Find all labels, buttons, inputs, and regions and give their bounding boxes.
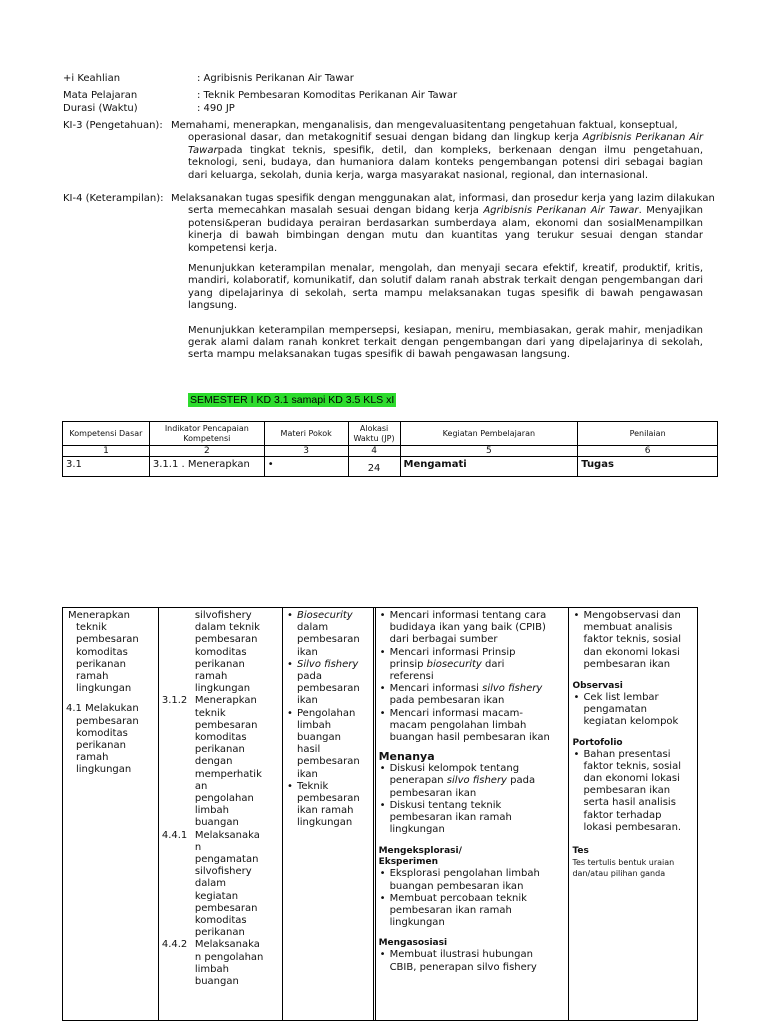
list-item [286,659,370,708]
cell-penilaian [569,608,698,1021]
kegiatan-line [390,775,566,787]
materi-line: dalam [297,622,329,634]
penilaian-line: faktor teknis, sosial [583,634,681,646]
kegiatan-text: Mencari informasi [389,683,483,695]
kd-line: komoditas [76,727,128,739]
kegiatan-line: • Mencari informasi tentang cara [389,610,547,621]
indikator-line: limbah [194,805,229,817]
kd-line: 4.1 Melakukan [66,703,139,715]
tes-line: dan/atau pilihan ganda [572,869,666,879]
indikator-line: komoditas [194,915,247,927]
kegiatan-line: dari berbagai sumber [389,634,498,646]
silabus-content-table [62,607,698,1021]
indikator-line: kegiatan [194,890,239,902]
list-item [379,949,566,973]
indikator-line: teknik [194,707,226,719]
indikator-line: pembesaran [194,634,258,646]
kegiatan-line: • Membuat ilustrasi hubungan [389,949,533,961]
list-item [379,647,566,684]
list-item [379,708,566,745]
col-number: 2 [149,446,264,457]
kegiatan-line: pembesaran ikan [389,787,477,799]
penilaian-line: dan ekonomi lokasi [583,646,680,658]
kd-line: lingkungan [76,764,132,776]
eksperimen-heading: Eksperimen [378,857,439,868]
materi-line: pembesaran [297,634,360,646]
kegiatan-line: pembesaran ikan ramah [389,812,512,824]
kegiatan-line: • Mencari informasi Prinsip [389,646,516,658]
indikator-line: buangan [194,976,239,988]
penilaian-line: pembesaran ikan [583,658,671,670]
cell-kd [63,608,159,1021]
kegiatan-text: dari [481,658,505,670]
ki3-paragraph [63,120,703,182]
mengasosiasi-heading: Mengasosiasi [378,938,448,949]
penilaian-line: faktor terhadap [583,809,662,821]
indikator-line: Melaksanaka [194,829,260,841]
indikator-line: n pengolahan [194,951,264,963]
ki3-text-a: operasional dasar, dan metakognitif sesuai dengan bidang dan lingkup kerja [188,132,579,144]
indikator-line: lingkungan [194,683,251,695]
list-item [572,692,694,729]
silabus-header-table [62,421,718,477]
indikator-line: perikanan [194,744,245,756]
kd-line: ramah [76,752,109,764]
penilaian-line: • Bahan presentasi [583,748,671,760]
ki4-para3: Menunjukkan keterampilan mempersepsi, kesiapan, meniru, membiasakan, gerak mahir, menjadikan gerak alami dalam ranah konkret terkait dengan pengembangan dari yang dipelajarinya di sekolah, serta mampu melaksanakan tugas spesifik di bawah pengawasan langsung. [188,324,703,361]
kegiatan-line: macam pengolahan limbah [389,719,527,731]
indikator-line: silvofishery [194,866,252,878]
list-item [286,610,370,659]
indikator-line: pembesaran [194,719,258,731]
list-item [572,749,694,834]
kegiatan-line: buangan pembesaran ikan [389,880,524,892]
ki4-text-b: . Menyajikan potensi&peran budidaya perairan berdasarkan sumberdaya alam, ekonomi dan sosialMenampilkan kinerja di bawah bimbingan dengan mutu dan kuantitas yang terukur sesuai dengan standar kompetensi kerja. [188,205,703,254]
indikator-line: an [194,780,208,792]
meta-block [63,72,523,118]
materi-line: buangan [297,732,341,744]
kegiatan-italic: silvo fishery [482,683,543,695]
kegiatan-line [390,659,566,671]
materi-line: pembesaran [297,756,360,768]
kegiatan-line: buangan hasil pembesaran ikan [389,732,550,744]
table-row [63,457,718,477]
materi-line: • Silvo fishery [297,658,359,670]
indikator-line: Melaksanaka [194,939,260,951]
indikator-line: perikanan [194,927,245,939]
kegiatan-line: lingkungan [389,917,445,929]
menanya-heading: Menanya [378,750,435,764]
kegiatan-line: referensi [389,671,434,683]
ki3-italic: Agribisnis Perikanan Air Tawar [188,132,704,156]
observasi-heading: Observasi [572,681,623,692]
cell-waktu: 24 [348,457,400,477]
penilaian-line: serta hasil analisis [583,797,676,809]
kegiatan-line: lingkungan [389,824,445,836]
penilaian-line: lokasi pembesaran. [583,821,682,833]
indikator-line: ramah [194,671,228,683]
penilaian-line: membuat analisis [583,622,673,634]
kegiatan-line: • Mencari informasi macam- [389,707,523,719]
list-item [286,781,370,830]
portofolio-heading: Portofolio [572,737,623,748]
indikator-line: silvofishery [194,610,252,621]
kegiatan-line: • Diskusi kelompok tentang [389,763,520,775]
bidang-value: : Agribisnis Perikanan Air Tawar [197,73,354,84]
materi-line: ikan [297,768,318,780]
durasi-value: : 490 JP [197,103,235,114]
materi-line: • Pengolahan [297,707,356,719]
cell-kegiatan [375,608,569,1021]
indikator-line: dalam teknik [194,622,260,634]
col-number: 3 [264,446,348,457]
penilaian-line: • Cek list lembar [583,692,659,704]
materi-line: pembesaran [297,793,360,805]
mapel-label: Mata Pelajaran [63,90,138,101]
indikator-line: komoditas [194,732,247,744]
col-number: 4 [348,446,400,457]
list-item [379,683,566,707]
cell-indikator: 3.1.1 . Menerapkan [149,457,264,477]
materi-line: pada [297,671,322,683]
ki3-text-b: pada tingkat teknis, spesifik, detil, dan kompleks, berkenaan dengan ilmu pengetahuan, teknologi, seni, budaya, dan humaniora dalam konteks pengembangan potensi diri sebagai bagian dari keluarga, sekolah, dunia kerja, warga masyarakat nasional, regional, dan internasional. [188,144,703,181]
indikator-number: 4.4.2 [161,939,188,951]
penilaian-line: pembesaran ikan [583,785,671,797]
tes-heading: Tes [572,846,589,857]
list-item [379,610,566,647]
kegiatan-italic: biosecurity [426,658,482,670]
col-header-indikator: Indikator Pencapaian Kompetensi [149,422,264,446]
kd-line: perikanan [76,658,126,670]
indikator-line: memperhatik [194,768,262,780]
kegiatan-italic: silvo fishery [446,775,507,787]
kegiatan-text: penerapan [389,775,447,787]
ki4-first-line: Melaksanakan tugas spesifik dengan menggunakan alat, informasi, dan prosedur kerja yang lazim dilakukan [171,193,715,204]
penilaian-line: kegiatan kelompok [583,716,679,728]
kd-line: pembesaran [76,715,139,727]
indikator-line: dengan [194,756,233,768]
cell-indikator [158,608,282,1021]
materi-line: ikan [297,646,318,658]
indikator-number: 3.1.2 [161,695,188,707]
list-item [379,800,566,837]
col-number: 5 [400,446,578,457]
indikator-number: 4.4.1 [161,829,188,841]
penilaian-line: faktor teknis, sosial [583,760,681,772]
kegiatan-line: • Diskusi tentang teknik [389,799,502,811]
col-number: 6 [578,446,718,457]
cell-penilaian: Tugas [578,457,718,477]
kegiatan-text: prinsip [389,658,427,670]
col-header-materi: Materi Pokok [264,422,348,446]
col-header-penilaian: Penilaian [578,422,718,446]
kd-line: lingkungan [76,683,132,695]
kd-line: pembesaran [76,634,139,646]
materi-line: • Teknik [297,780,329,792]
indikator-line: buangan [194,817,239,829]
indikator-line: limbah [194,963,229,975]
ki4-para2: Menunjukkan keterampilan menalar, mengolah, dan menyaji secara efektif, kreatif, produktif, kritis, mandiri, kolaboratif, komunikatif, dan solutif dalam ranah abstrak terkait dengan pengembangan dari yang dipelajarinya di sekolah, serta mampu melaksanakan tugas spesifik di bawah pengawasan langsung. [188,263,703,312]
col-number: 1 [63,446,150,457]
kegiatan-line: • Eksplorasi pengolahan limbah [389,868,540,880]
list-item [572,610,694,671]
kegiatan-text: pada [506,775,536,787]
cell-kegiatan: Mengamati [400,457,578,477]
kd-line: ramah [76,671,109,683]
list-item [379,868,566,892]
ki4-paragraph [63,193,715,362]
penilaian-line: pengamatan [583,704,648,716]
kegiatan-line: budidaya ikan yang baik (CPIB) [389,622,546,634]
materi-line: limbah [297,719,332,731]
tes-line: Tes tertulis bentuk uraian [572,858,675,868]
cell-kd: 3.1 [63,457,150,477]
ki4-text-a: serta memecahkan masalah sesuai dengan bidang kerja [188,205,479,217]
list-item [379,893,566,930]
list-item [379,763,566,800]
col-header-kd: Kompetensi Dasar [63,422,150,446]
materi-line: ikan ramah [297,805,354,817]
penilaian-line: • Mengobservasi dan [583,610,681,621]
indikator-line: pembesaran [194,902,258,914]
bidang-label: +i Keahlian [63,73,121,84]
materi-line: • Biosecurity [297,610,353,621]
indikator-line: pengolahan [194,793,254,805]
kd-line: komoditas [76,646,128,658]
indikator-line: Menerapkan [194,695,257,707]
semester-highlight: SEMESTER I KD 3.1 samapi KD 3.5 KLS xI [190,394,395,406]
indikator-line: n [194,841,202,853]
kd-line: teknik [76,622,107,634]
materi-line: ikan [297,695,318,707]
ki4-label: KI-4 (Keterampilan): [63,193,164,204]
indikator-line: komoditas [194,646,247,658]
durasi-label: Durasi (Waktu) [63,103,138,114]
cell-materi [283,608,374,1021]
kd-line: Menerapkan [68,610,130,621]
kegiatan-line: CBIB, penerapan silvo fishery [389,961,537,973]
ki3-first-line: Memahami, menerapkan, menganalisis, dan mengevaluasitentang pengetahuan faktual, konseptual, [171,120,678,131]
kd-line: perikanan [76,740,126,752]
materi-line: pembesaran [297,683,360,695]
indikator-line: dalam [194,878,226,890]
col-header-alokasi: Alokasi Waktu (JP) [348,422,400,446]
indikator-line: perikanan [194,658,245,670]
materi-line: hasil [297,744,321,756]
ki4-italic: Agribisnis Perikanan Air Tawar [483,205,639,217]
table-row [63,608,698,1021]
kegiatan-line [390,683,566,695]
penilaian-line: dan ekonomi lokasi [583,773,680,785]
kegiatan-line: pembesaran ikan ramah [389,905,512,917]
materi-line: lingkungan [297,817,353,829]
ki3-label: KI-3 (Pengetahuan): [63,120,163,131]
list-item [286,708,370,781]
col-header-kegiatan: Kegiatan Pembelajaran [400,422,578,446]
eksplorasi-heading: Mengeksplorasi/ [378,846,462,857]
cell-materi: • [264,457,348,477]
kegiatan-line: pada pembesaran ikan [389,695,505,707]
indikator-line: pengamatan [194,854,259,866]
kegiatan-line: • Membuat percobaan teknik [389,892,527,904]
mapel-value: : Teknik Pembesaran Komoditas Perikanan Air Tawar [197,90,458,101]
